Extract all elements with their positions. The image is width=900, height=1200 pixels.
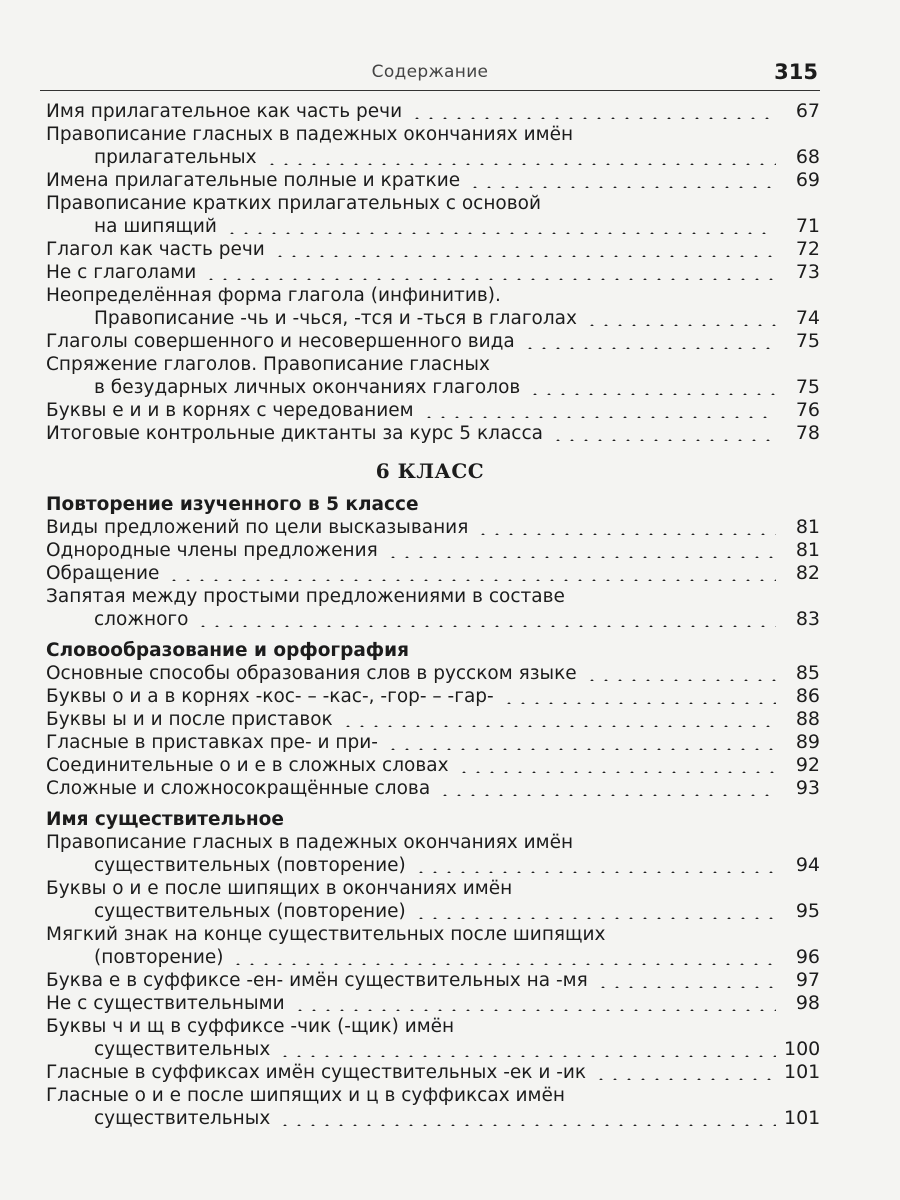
toc-page-number: 81: [795, 539, 820, 561]
toc-entry-text: Обращение: [46, 563, 160, 584]
dot-leader: [594, 1078, 776, 1080]
toc-entry-line: [40, 708, 820, 731]
toc-entry[interactable]: [40, 992, 820, 1015]
toc-page-number: 92: [795, 754, 820, 776]
toc-entry-line: [40, 238, 820, 261]
toc-entry-line: [40, 831, 820, 854]
dot-leader: [438, 794, 776, 796]
toc-entry-text: существительных (повторение): [94, 855, 406, 876]
toc-entry[interactable]: [40, 662, 820, 685]
toc-entry[interactable]: [40, 422, 820, 445]
dot-leader: [278, 1124, 776, 1126]
toc-entry-line: [40, 353, 820, 376]
toc-entry-text: Глаголы совершенного и несовершенного вида: [46, 331, 515, 352]
toc-entry[interactable]: [40, 261, 820, 284]
dot-leader: [414, 917, 776, 919]
toc-entry-line: [40, 399, 820, 422]
toc-entry-line: [40, 1107, 820, 1130]
toc-entry-line: [40, 562, 820, 585]
toc-page-number: 76: [795, 399, 820, 421]
toc-entry-line: [40, 900, 820, 923]
toc-page-number: 89: [795, 731, 820, 753]
toc-page-number: 68: [795, 146, 820, 168]
dot-leader: [225, 232, 776, 234]
toc-page-number: 93: [795, 777, 820, 799]
dot-leader: [422, 416, 776, 418]
toc-entry-line: [40, 685, 820, 708]
toc-entry-text: существительных (повторение): [94, 901, 406, 922]
toc-page-number: 101: [784, 1061, 821, 1083]
toc-page-number: 88: [795, 708, 820, 730]
toc-entry-text: Однородные члены предложения: [46, 540, 378, 561]
toc-entry-text: прилагательных: [94, 147, 257, 168]
toc-entry-text: сложного: [94, 609, 189, 630]
toc-page-number: 74: [795, 307, 820, 329]
dot-leader: [410, 117, 776, 119]
toc-page-number: 71: [795, 215, 820, 237]
dot-leader: [528, 393, 776, 395]
toc-entry[interactable]: [40, 585, 820, 631]
toc-entry-text: Сложные и сложносокращённые слова: [46, 778, 431, 799]
dot-leader: [386, 748, 776, 750]
toc-entry-text: Запятая между простыми предложениями в составе: [46, 586, 565, 607]
toc-entry-text: Неопределённая форма глагола (инфинитив).: [46, 285, 501, 306]
toc-page-number: 98: [795, 992, 820, 1014]
toc-entry-line: [40, 169, 820, 192]
toc-entry-text: Виды предложений по цели высказывания: [46, 517, 469, 538]
dot-leader: [414, 871, 776, 873]
toc-entry-line: [40, 992, 820, 1015]
toc-entry[interactable]: [40, 831, 820, 877]
toc-page-number: 86: [795, 685, 820, 707]
toc-entry-line: [40, 946, 820, 969]
toc-entry[interactable]: [40, 754, 820, 777]
toc-entry-text: на шипящий: [94, 216, 217, 237]
toc-entry-line: [40, 261, 820, 284]
toc-entry-line: [40, 1061, 820, 1084]
toc-entry[interactable]: [40, 708, 820, 731]
toc-entry-line: [40, 923, 820, 946]
toc-page-number: 81: [795, 516, 820, 538]
toc-page-number: 96: [795, 946, 820, 968]
toc-entry[interactable]: [40, 516, 820, 539]
toc-entry-line: [40, 215, 820, 238]
toc-entry-text: Соединительные о и е в сложных словах: [46, 755, 449, 776]
toc-entry-text: Правописание гласных в падежных окончаниях имён: [46, 832, 574, 853]
toc-page-number: 101: [784, 1107, 821, 1129]
toc-page-number: 97: [795, 969, 820, 991]
toc-entry-line: [40, 1015, 820, 1038]
toc-page-number: 95: [795, 900, 820, 922]
toc-entry-text: Имя прилагательное как часть речи: [46, 101, 403, 122]
toc-entry-text: Глагол как часть речи: [46, 239, 265, 260]
toc-entry-text: Гласные о и е после шипящих и ц в суффиксах имён: [46, 1085, 565, 1106]
toc-entry-text: Буква е в суффиксе -ен- имён существительных на -мя: [46, 970, 588, 991]
toc-entry[interactable]: [40, 562, 820, 585]
toc-entry-text: Буквы е и и в корнях с чередованием: [46, 400, 414, 421]
toc-page-number: 85: [795, 662, 820, 684]
toc-entry[interactable]: [40, 192, 820, 238]
toc-page-number: 83: [795, 608, 820, 630]
toc-entry-text: Правописание -чь и -чься, -тся и -ться в глаголах: [94, 308, 577, 329]
dot-leader: [551, 439, 776, 441]
toc-page-number: 75: [795, 376, 820, 398]
toc-entry-text: Правописание гласных в падежных окончаниях имён: [46, 124, 574, 145]
toc-entry[interactable]: [40, 330, 820, 353]
dot-leader: [596, 986, 776, 988]
toc-entry-line: [40, 307, 820, 330]
page-header: [40, 58, 820, 91]
toc-entry[interactable]: [40, 100, 820, 123]
toc-page-number: 78: [795, 422, 820, 444]
dot-leader: [231, 963, 776, 965]
toc-entry-line: [40, 330, 820, 353]
toc-entry[interactable]: [40, 923, 820, 969]
toc-entry-text: (повторение): [94, 947, 224, 968]
toc-entry-text: существительных: [94, 1108, 271, 1129]
toc-entry-line: [40, 877, 820, 900]
toc-entry-line: [40, 854, 820, 877]
toc-page-number: 94: [795, 854, 820, 876]
toc-entry-text: Буквы ы и и после приставок: [46, 709, 333, 730]
toc-entry[interactable]: [40, 777, 820, 800]
toc-entry-line: [40, 777, 820, 800]
toc-entry-text: Спряжение глаголов. Правописание гласных: [46, 354, 490, 375]
toc-entry[interactable]: [40, 399, 820, 422]
toc-entry-line: [40, 1038, 820, 1061]
section-title: Имя существительное: [46, 809, 284, 830]
toc-entry[interactable]: [40, 685, 820, 708]
dot-leader: [457, 771, 776, 773]
table-of-contents: [40, 100, 820, 1130]
toc-page-number: 82: [795, 562, 820, 584]
toc-page-number: 100: [784, 1038, 821, 1060]
class-heading: 6 КЛАСС: [375, 459, 485, 483]
toc-entry-line: [40, 754, 820, 777]
toc-entry-line: [40, 731, 820, 754]
toc-entry-line: [40, 608, 820, 631]
toc-entry-text: в безударных личных окончаниях глаголов: [94, 377, 521, 398]
toc-entry-line: [40, 969, 820, 992]
toc-entry-text: Буквы о и а в корнях -кос- – -кас-, -гор- – -гар-: [46, 686, 494, 707]
toc-entry-line: [40, 662, 820, 685]
dot-leader: [523, 347, 776, 349]
dot-leader: [502, 702, 776, 704]
toc-entry[interactable]: [40, 169, 820, 192]
toc-entry-text: Гласные в приставках пре- и при-: [46, 732, 378, 753]
toc-entry[interactable]: [40, 969, 820, 992]
toc-entry-text: Не с существительными: [46, 993, 285, 1014]
toc-entry-text: Имена прилагательные полные и краткие: [46, 170, 461, 191]
toc-entry[interactable]: [40, 1061, 820, 1084]
toc-entry-line: [40, 1084, 820, 1107]
toc-entry[interactable]: [40, 284, 820, 330]
section-title: Словообразование и орфография: [46, 640, 409, 661]
toc-entry-line: [40, 123, 820, 146]
toc-entry-text: существительных: [94, 1039, 271, 1060]
toc-entry[interactable]: [40, 539, 820, 562]
toc-page-number: 73: [795, 261, 820, 283]
page-number: 315: [774, 60, 818, 84]
toc-entry-line: [40, 146, 820, 169]
toc-entry-line: [40, 585, 820, 608]
dot-leader: [386, 556, 776, 558]
toc-entry[interactable]: [40, 238, 820, 261]
dot-leader: [585, 679, 776, 681]
dot-leader: [293, 1009, 776, 1011]
toc-entry-text: Буквы ч и щ в суффиксе -чик (-щик) имён: [46, 1016, 455, 1037]
toc-entry[interactable]: [40, 353, 820, 399]
toc-entry-line: [40, 100, 820, 123]
toc-entry-text: Гласные в суффиксах имён существительных -ек и -ик: [46, 1062, 587, 1083]
dot-leader: [468, 186, 776, 188]
toc-entry-line: [40, 422, 820, 445]
toc-page-number: 67: [795, 100, 820, 122]
dot-leader: [204, 278, 776, 280]
toc-entry-text: Не с глаголами: [46, 262, 197, 283]
toc-entry-text: Основные способы образования слов в русском языке: [46, 663, 577, 684]
dot-leader: [273, 255, 776, 257]
dot-leader: [278, 1055, 776, 1057]
dot-leader: [476, 533, 776, 535]
toc-entry[interactable]: [40, 1084, 820, 1130]
toc-entry[interactable]: [40, 877, 820, 923]
toc-entry-text: Буквы о и е после шипящих в окончаниях имён: [46, 878, 513, 899]
toc-entry[interactable]: [40, 731, 820, 754]
toc-page-number: 72: [795, 238, 820, 260]
toc-entry[interactable]: [40, 123, 820, 169]
section-title: Повторение изученного в 5 классе: [46, 494, 419, 515]
toc-entry-line: [40, 284, 820, 307]
toc-entry-text: Мягкий знак на конце существительных после шипящих: [46, 924, 606, 945]
dot-leader: [341, 725, 776, 727]
dot-leader: [265, 163, 776, 165]
toc-page-number: 69: [795, 169, 820, 191]
toc-page-number: 75: [795, 330, 820, 352]
toc-entry-line: [40, 516, 820, 539]
toc-entry-text: Итоговые контрольные диктанты за курс 5 класса: [46, 423, 543, 444]
toc-entry[interactable]: [40, 1015, 820, 1061]
dot-leader: [585, 324, 776, 326]
dot-leader: [196, 625, 776, 627]
running-title: Содержание: [371, 62, 489, 82]
toc-entry-line: [40, 376, 820, 399]
toc-entry-line: [40, 539, 820, 562]
dot-leader: [167, 579, 776, 581]
toc-entry-line: [40, 192, 820, 215]
toc-entry-text: Правописание кратких прилагательных с основой: [46, 193, 541, 214]
